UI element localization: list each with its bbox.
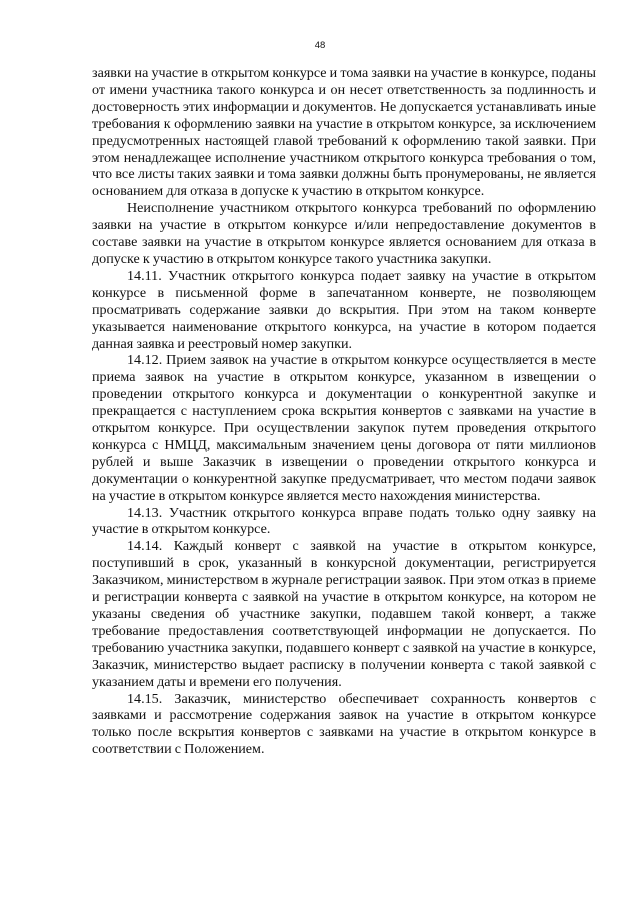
paragraph-14-15: 14.15. Заказчик, министерство обеспечивает сохранность конвертов с заявками и рассмотрение содержания заявок на участие в открытом конкурсе только после вскрытия конвертов с заявками на участие в открытом конкурсе в соответствии с Положением.: [92, 690, 596, 758]
paragraph-continuation: заявки на участие в открытом конкурсе и тома заявки на участие в конкурсе, поданы от имени участника такого конкурса и он несет ответственность за подлинность и достоверность этих информации и документов. Не допускается устанавливать иные требования к оформлению заявки на участие в открытом конкурсе, за исключением предусмотренных настоящей главой требований к оформлению такой заявки. При этом ненадлежащее исполнение участником открытого конкурса требования о том, что все листы таких заявки и тома заявки должны быть пронумерованы, не является основанием для отказа в допуске к участию в открытом конкурсе.: [92, 65, 596, 200]
page-number: 48: [314, 40, 326, 51]
paragraph-14-14: 14.14. Каждый конверт с заявкой на участие в открытом конкурсе, поступивший в срок, указанный в конкурсной документации, регистрируется Заказчиком, министерством в журнале регистрации заявок. При этом отказ в приеме и регистрации конверта с заявкой на участие в открытом конкурсе, на котором не указаны сведения об участнике закупки, подавшем такой конверт, а также требование предоставления соответствующей информации не допускается. По требованию участника закупки, подавшего конверт с заявкой на участие в конкурсе, Заказчик, министерство выдает расписку в получении конверта с такой заявкой с указанием даты и времени его получения.: [92, 538, 596, 690]
paragraph-14-12: 14.12. Прием заявок на участие в открытом конкурсе осуществляется в месте приема заявок на участие в открытом конкурсе, указанном в извещении о проведении открытого конкурса и документации о конкурентной закупке и прекращается с наступлением срока вскрытия конвертов с заявками на участие в открытом конкурсе. При осуществлении закупок путем проведения открытого конкурса с НМЦД, максимальным значением цены договора от пяти миллионов рублей и выше Заказчик в извещении о проведении открытого конкурса и документации о конкурентной закупке предусматривает, что местом подачи заявок на участие в открытом конкурсе является место нахождения министерства.: [92, 352, 596, 504]
paragraph-non-compliance: Неисполнение участником открытого конкурса требований по оформлению заявки на участие в открытом конкурсе и/или непредоставление документов в составе заявки на участие в открытом конкурсе является основанием для отказа в допуске к участию в открытом конкурсе такого участника закупки.: [92, 200, 596, 267]
paragraph-14-11: 14.11. Участник открытого конкурса подает заявку на участие в открытом конкурсе в письменной форме в запечатанном конверте, не позволяющем просматривать содержание заявки до вскрытия. При этом на таком конверте указывается наименование открытого конкурса, на участие в котором подается данная заявка и реестровый номер закупки.: [92, 267, 596, 352]
document-body: [92, 65, 596, 758]
paragraph-14-13: 14.13. Участник открытого конкурса вправе подать только одну заявку на участие в открытом конкурсе.: [92, 504, 596, 538]
